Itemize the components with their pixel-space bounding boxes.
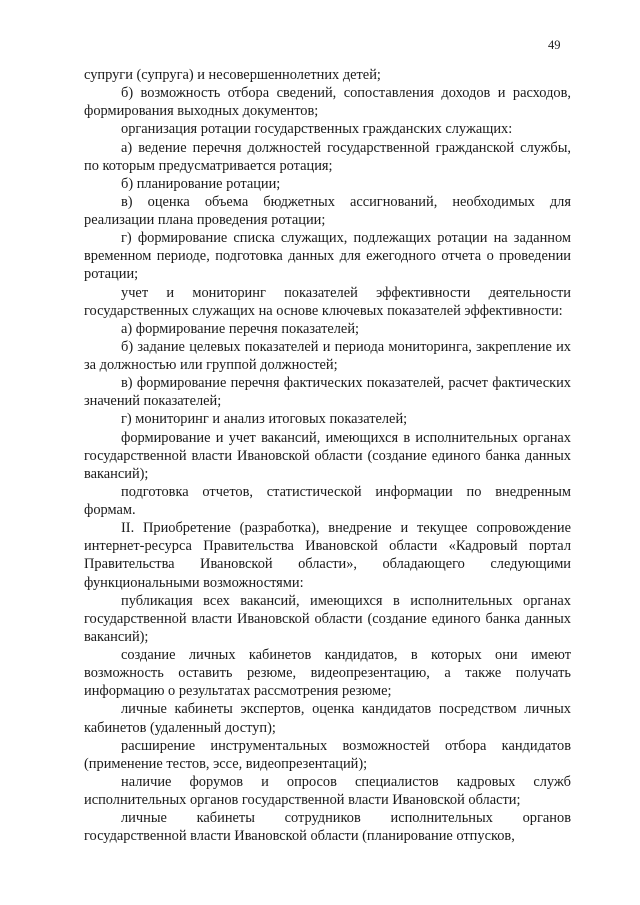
paragraph: наличие форумов и опросов специалистов кадровых служб исполнительных органов государственной власти Ивановской области;: [84, 773, 571, 808]
paragraph: б) задание целевых показателей и периода мониторинга, закрепление их за должностью или группой должностей;: [84, 338, 571, 373]
paragraph: в) оценка объема бюджетных ассигнований, необходимых для реализации плана проведения ротации;: [84, 193, 571, 228]
paragraph: б) планирование ротации;: [121, 175, 281, 192]
body-text: [84, 66, 571, 845]
paragraph: супруги (супруга) и несовершеннолетних детей;: [84, 67, 381, 83]
paragraph: а) формирование перечня показателей;: [121, 320, 360, 337]
paragraph: публикация всех вакансий, имеющихся в исполнительных органах государственной власти Ивановской области (создание единого банка данных вакансий);: [84, 592, 571, 645]
paragraph: учет и мониторинг показателей эффективности деятельности государственных служащих на основе ключевых показателей эффективности:: [84, 284, 571, 319]
paragraph: личные кабинеты сотрудников исполнительных органов государственной власти Ивановской области (планирование отпусков,: [84, 810, 571, 845]
paragraph: организация ротации государственных гражданских служащих:: [121, 121, 513, 138]
page-number: 49: [548, 38, 561, 52]
paragraph: формирование и учет вакансий, имеющихся в исполнительных органах государственной власти Ивановской области (создание единого банка данных вакансий);: [84, 429, 571, 482]
paragraph: г) мониторинг и анализ итоговых показателей;: [121, 411, 408, 428]
paragraph: б) возможность отбора сведений, сопоставления доходов и расходов, формирования выходных документов;: [84, 85, 571, 120]
section-heading-paragraph: II. Приобретение (разработка), внедрение и текущее сопровождение интернет-ресурса Правительства Ивановской области «Кадровый портал Правительства Ивановской области», обладающего следующими функциональными возможностями:: [84, 520, 571, 591]
paragraph: в) формирование перечня фактических показателей, расчет фактических значений показателей;: [84, 375, 571, 410]
paragraph: подготовка отчетов, статистической информации по внедренным формам.: [84, 483, 571, 518]
paragraph: расширение инструментальных возможностей отбора кандидатов (применение тестов, эссе, видеопрезентаций);: [84, 737, 571, 772]
paragraph: личные кабинеты экспертов, оценка кандидатов посредством личных кабинетов (удаленный доступ);: [84, 701, 571, 736]
paragraph: г) формирование списка служащих, подлежащих ротации на заданном временном периоде, подготовка данных для ежегодного отчета о проведении ротации;: [84, 230, 571, 283]
paragraph: создание личных кабинетов кандидатов, в которых они имеют возможность оставить резюме, видеопрезентацию, а также получать информацию о результатах рассмотрения резюме;: [84, 647, 571, 700]
paragraph: а) ведение перечня должностей государственной гражданской службы, по которым предусматривается ротация;: [84, 139, 571, 174]
